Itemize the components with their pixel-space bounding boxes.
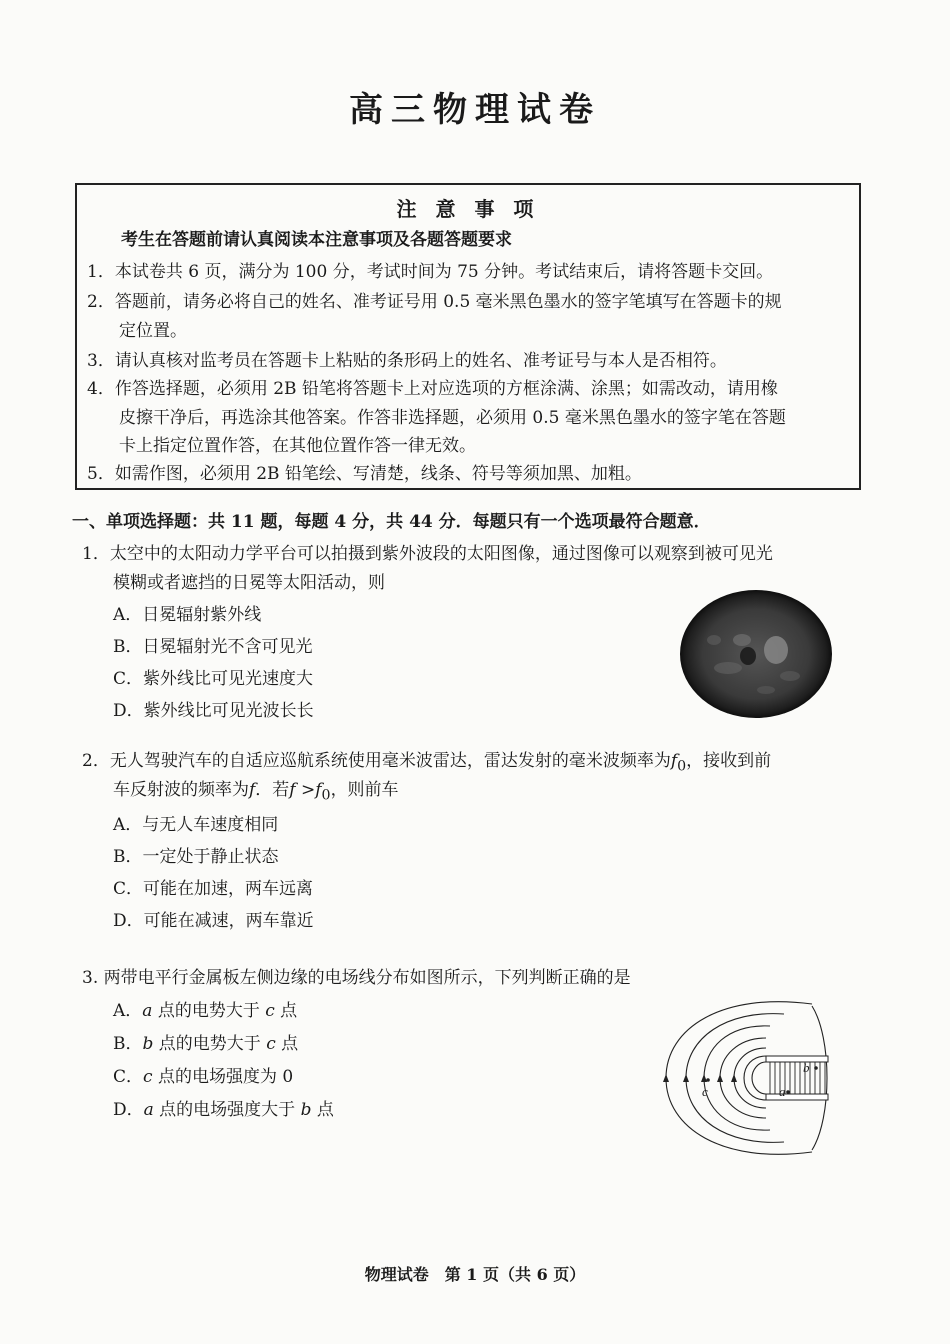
q3-d-end: 点 (311, 1100, 334, 1120)
q3-c-mid: 点的电场强度为 0 (152, 1067, 294, 1087)
q3-a-var2: c (265, 1001, 275, 1021)
q3-option-d (113, 1095, 334, 1120)
q1-option-b: B．日冕辐射光不含可见光 (113, 637, 313, 657)
q2-f0-var: f (670, 751, 678, 771)
notice-heading: 注 意 事 项 (396, 197, 540, 221)
notice-item-4-cont1: 皮擦干净后，再选涂其他答案。作答非选择题，必须用 0.5 毫米黑色墨水的签字笔在答题 (119, 408, 786, 428)
q2-stem2-b: ．若 (255, 780, 290, 800)
q2-f-var2: f (289, 780, 296, 800)
page-footer: 物理试卷 第 1 页（共 6 页） (364, 1265, 586, 1284)
q2-f-var: f (249, 780, 256, 800)
q3-b-end: 点 (275, 1034, 299, 1054)
section-heading: 一、单项选择题：共 11 题，每题 4 分，共 44 分．每题只有一个选项最符合题意． (72, 512, 711, 532)
notice-intro: 考生在答题前请认真阅读本注意事项及各题答题要求 (121, 230, 512, 250)
q1-stem-line1: 1．太空中的太阳动力学平台可以拍摄到紫外波段的太阳图像，通过图像可以观察到被可见光 (82, 544, 773, 564)
q3-a-end: 点 (274, 1001, 298, 1021)
notice-item-1: 1．本试卷共 6 页，满分为 100 分，考试时间为 75 分钟。考试结束后，请将答题卡交回。 (87, 262, 774, 282)
q2-stem-line1 (82, 746, 771, 774)
notice-item-4-cont2: 卡上指定位置作答，在其他位置作答一律无效。 (119, 436, 476, 456)
q3-stem: 3. 两带电平行金属板左侧边缘的电场线分布如图所示，下列判断正确的是 (82, 968, 631, 988)
q2-f0-sub2: 0 (321, 787, 331, 804)
q3-a-prefix: A． (113, 1001, 143, 1021)
q2-option-d: D．可能在减速，两车靠近 (113, 911, 314, 931)
q1-option-c: C．紫外线比可见光速度大 (113, 669, 314, 689)
q2-stem2-c: > (295, 780, 316, 800)
point-a-label: a (779, 1084, 786, 1099)
notice-box (75, 183, 861, 490)
q3-option-b (113, 1029, 298, 1054)
q3-d-var2: b (300, 1100, 312, 1120)
q3-c-prefix: C． (113, 1067, 144, 1087)
q2-stem-line2 (113, 775, 399, 803)
q3-b-prefix: B． (113, 1034, 143, 1054)
q3-option-a (113, 996, 297, 1021)
q1-stem-line2: 模糊或者遮挡的日冕等太阳活动，则 (113, 573, 385, 593)
notice-item-3: 3．请认真核对监考员在答题卡上粘贴的条形码上的姓名、准考证号与本人是否相符。 (87, 351, 727, 371)
q3-b-var2: c (266, 1034, 276, 1054)
q2-option-b: B．一定处于静止状态 (113, 847, 279, 867)
point-c-label: c (702, 1084, 708, 1099)
q3-d-prefix: D． (113, 1100, 144, 1120)
point-b-label: b (803, 1060, 810, 1075)
q2-option-c: C．可能在加速，两车远离 (113, 879, 314, 899)
q3-a-var1: a (142, 1001, 153, 1021)
notice-item-2-cont: 定位置。 (119, 321, 187, 341)
q3-b-mid: 点的电势大于 (153, 1034, 267, 1054)
q3-option-c (113, 1062, 293, 1087)
q2-f0-var2: f (315, 780, 322, 800)
q3-d-var1: a (143, 1100, 154, 1120)
q1-option-d: D．紫外线比可见光波长长 (113, 701, 314, 721)
q2-stem1-b: ，接收到前 (686, 751, 772, 771)
q3-b-var1: b (142, 1034, 154, 1054)
notice-item-4: 4．作答选择题，必须用 2B 铅笔将答题卡上对应选项的方框涂满、涂黑；如需改动，请用橡 (87, 379, 778, 399)
q3-a-mid: 点的电势大于 (152, 1001, 266, 1021)
q2-option-a: A．与无人车速度相同 (113, 815, 279, 835)
q2-stem2-a: 车反射波的频率为 (113, 780, 249, 800)
q2-f0-sub: 0 (677, 758, 687, 775)
page-title: 高三物理试卷 (349, 90, 601, 130)
q2-stem2-d: ，则前车 (330, 780, 399, 800)
sun-uv-image (678, 588, 834, 720)
q2-stem1-a: 2．无人驾驶汽车的自适应巡航系统使用毫米波雷达，雷达发射的毫米波频率为 (82, 751, 671, 771)
electric-field-diagram (662, 998, 832, 1158)
q1-option-a: A．日冕辐射紫外线 (113, 605, 262, 625)
notice-item-2: 2．答题前，请务必将自己的姓名、准考证号用 0.5 毫米黑色墨水的签字笔填写在答题卡的规 (87, 292, 782, 312)
q3-c-var1: c (143, 1067, 153, 1087)
q3-d-mid: 点的电场强度大于 (153, 1100, 301, 1120)
notice-item-5: 5．如需作图，必须用 2B 铅笔绘、写清楚，线条、符号等须加黑、加粗。 (87, 464, 642, 484)
